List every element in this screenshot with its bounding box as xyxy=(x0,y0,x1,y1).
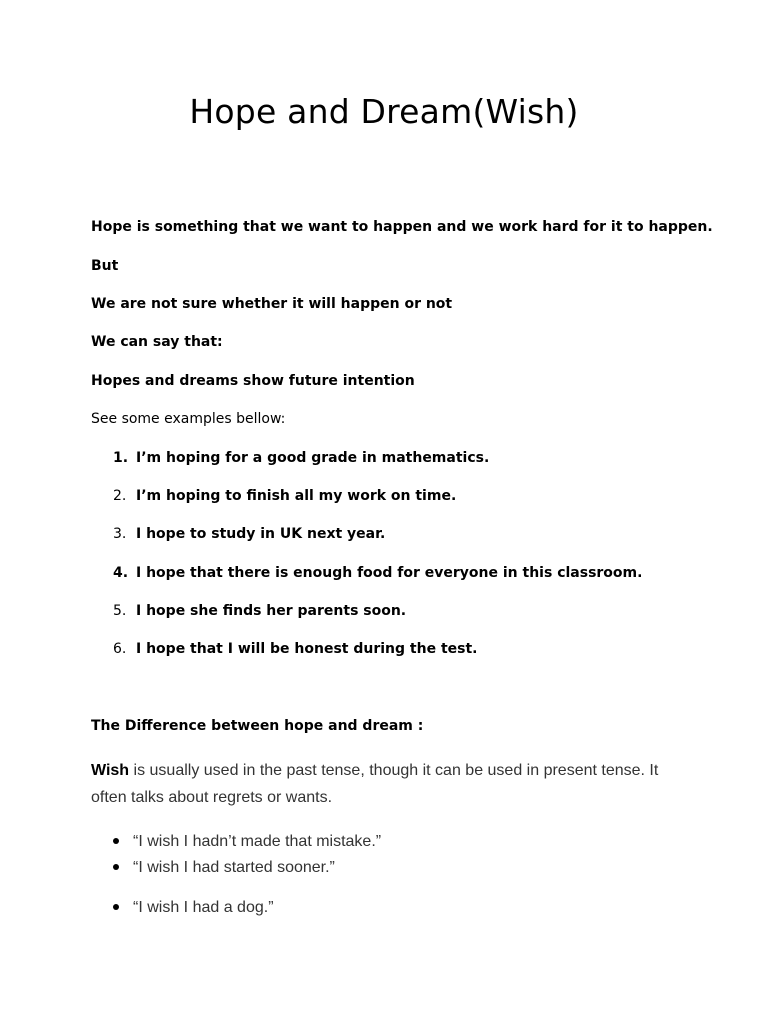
bullet-dot-icon xyxy=(113,904,119,910)
wish-paragraph xyxy=(91,757,691,811)
list-number: 1. xyxy=(113,450,129,466)
list-number: 5. xyxy=(113,603,127,619)
difference-heading: The Difference between hope and dream : xyxy=(91,718,424,734)
list-item xyxy=(113,640,477,658)
list-number: 4. xyxy=(113,565,129,581)
see-examples-text: See some examples bellow: xyxy=(91,411,286,427)
list-text: I hope she finds her parents soon. xyxy=(136,603,407,619)
list-item xyxy=(113,487,456,505)
list-text: I hope that there is enough food for everyone in this classroom. xyxy=(136,565,643,581)
list-number: 3. xyxy=(113,526,127,542)
list-text: I’m hoping for a good grade in mathematics. xyxy=(136,450,490,466)
bullet-text: “I wish I had a dog.” xyxy=(133,899,274,916)
list-item xyxy=(113,525,385,543)
bullet-dot-icon xyxy=(113,864,119,870)
wish-description: is usually used in the past tense, though it can be used in present tense. It often talks about regrets or wants. xyxy=(91,762,659,806)
bullet-item xyxy=(113,858,335,878)
bullet-item xyxy=(113,832,381,852)
list-number: 6. xyxy=(113,641,127,657)
bullet-item xyxy=(113,898,274,918)
list-text: I’m hoping to finish all my work on time. xyxy=(136,488,457,504)
bullet-text: “I wish I hadn’t made that mistake.” xyxy=(133,833,382,850)
future-intention-text: Hopes and dreams show future intention xyxy=(91,373,415,389)
bullet-dot-icon xyxy=(113,838,119,844)
list-text: I hope that I will be honest during the test. xyxy=(136,641,478,657)
document-title: Hope and Dream(Wish) xyxy=(189,92,579,131)
bullet-text: “I wish I had started sooner.” xyxy=(133,859,335,876)
hope-definition: Hope is something that we want to happen and we work hard for it to happen. xyxy=(91,219,713,235)
not-sure-text: We are not sure whether it will happen or not xyxy=(91,296,453,312)
but-text: But xyxy=(91,258,119,274)
list-text: I hope to study in UK next year. xyxy=(136,526,386,542)
list-item xyxy=(113,602,406,620)
list-item xyxy=(113,449,489,467)
we-can-say-text: We can say that: xyxy=(91,334,223,350)
list-number: 2. xyxy=(113,488,127,504)
wish-word: Wish xyxy=(91,762,130,779)
list-item xyxy=(113,564,642,582)
